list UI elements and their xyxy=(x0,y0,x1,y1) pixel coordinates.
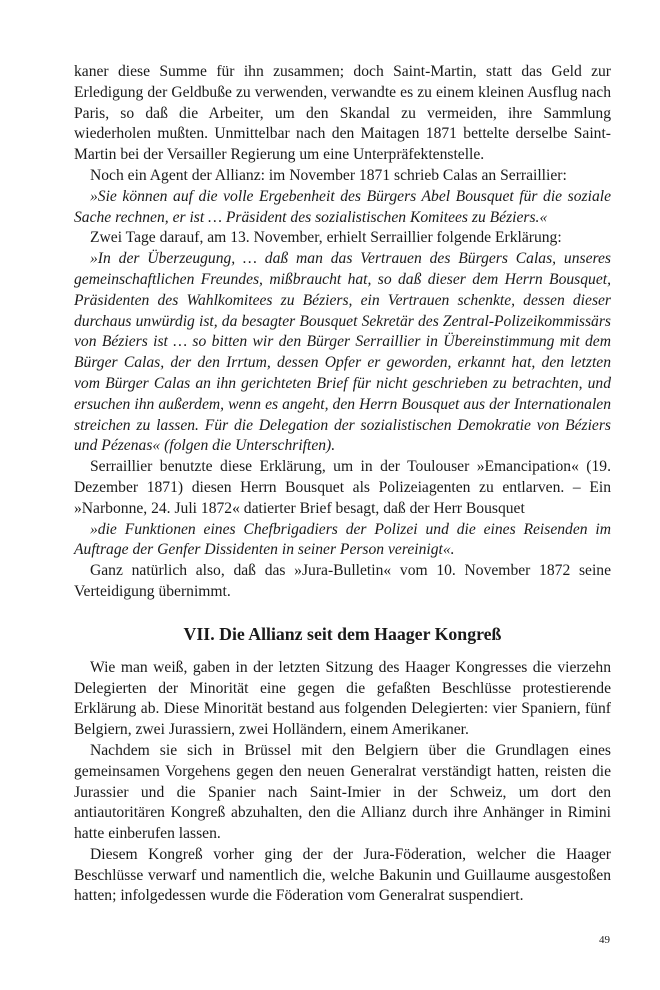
paragraph: Wie man weiß, gaben in der letzten Sitzung des Haager Kongresses die vierzehn Delegierten der Minorität eine gegen die gefaßten Beschlüsse protestierende Erklärung ab. Diese Minorität bestand aus folgenden Delegierten: vier Spaniern, fünf Belgiern, zwei Jurassiern, zwei Holländern, einem Amerikaner. xyxy=(74,658,611,739)
page-number: 49 xyxy=(599,934,610,946)
section-heading: VII. Die Allianz seit dem Haager Kongreß xyxy=(183,623,502,644)
paragraph: Nachdem sie sich in Brüssel mit den Belgiern über die Grundlagen eines gemeinsamen Vorgehens gegen den neuen Generalrat verständigt hatten, reisten die Jurassier und die Spanier nach Saint-Imier in der Schweiz, um dort den antiautoritären Kongreß abzuhalten, den die Allianz durch ihre Anhänger in Rimini hatte einberufen lassen. xyxy=(74,741,611,843)
quotation: »die Funktionen eines Chefbrigadiers der Polizei und die eines Reisenden im Auftrage der Genfer Dissidenten in seiner Person vereinigt«. xyxy=(74,520,611,559)
quotation: »Sie können auf die volle Ergebenheit des Bürgers Abel Bousquet für die soziale Sache rechnen, er ist … Präsident des sozialistischen Komitees zu Béziers.« xyxy=(74,187,611,226)
paragraph: Serraillier benutzte diese Erklärung, um in der Toulouser »Emancipation« (19. Dezember 1871) diesen Herrn Bousquet als Polizeiagenten zu entlarven. – Ein »Narbonne, 24. Juli 1872« datierter Brief besagt, daß der Herr Bousquet xyxy=(74,458,611,517)
quotation: »In der Überzeugung, … daß man das Vertrauen des Bürgers Calas, unseres gemeinschaftlichen Freundes, mißbraucht hat, so daß dieser dem Herrn Bousquet, Präsidenten des Wahlkomitees zu Béziers, ein Vertrauen schenkte, dessen dieser durchaus unwürdig ist, da besagter Bousquet Sekretär des Zentral-Polizeikommissärs von Béziers ist … so bitten wir den Bürger Serraillier in Übereinstimmung mit dem Bürger Calas, der den Irrtum, dessen Opfer er geworden, erkannt hat, den letzten vom Bürger Calas an ihn gerichteten Brief für nicht geschrieben zu betrachten, und ersuchen ihn außerdem, wenn es angeht, den Herrn Bousquet aus der Internationalen streichen zu lassen. Für die Delegation der sozialistischen Demokratie von Béziers und Pézenas« (folgen die Unterschriften). xyxy=(74,250,611,455)
paragraph: Noch ein Agent der Allianz: im November 1871 schrieb Calas an Serraillier: xyxy=(90,166,567,184)
page-body xyxy=(74,62,611,907)
paragraph: Ganz natürlich also, daß das »Jura-Bulletin« vom 10. November 1872 seine Verteidigung übernimmt. xyxy=(74,562,611,600)
paragraph: Zwei Tage darauf, am 13. November, erhielt Serraillier folgende Erklärung: xyxy=(90,229,562,247)
paragraph: kaner diese Summe für ihn zusammen; doch Saint-Martin, statt das Geld zur Erledigung der Geldbuße zu verwenden, verwandte es zu einem kleinen Ausflug nach Paris, so daß die Arbeiter, um den Skandal zu vermeiden, ihre Sammlung wiederholen mußten. Unmittelbar nach den Maitagen 1871 bettelte derselbe Saint-Martin bei der Versailler Regierung um eine Unterpräfektenstelle. xyxy=(74,63,611,164)
paragraph: Diesem Kongreß vorher ging der der Jura-Föderation, welcher die Haager Beschlüsse verwarf und namentlich die, welche Bakunin und Guillaume ausgestoßen hatten; infolgedessen wurde die Föderation vom Generalrat suspendiert. xyxy=(74,845,611,905)
